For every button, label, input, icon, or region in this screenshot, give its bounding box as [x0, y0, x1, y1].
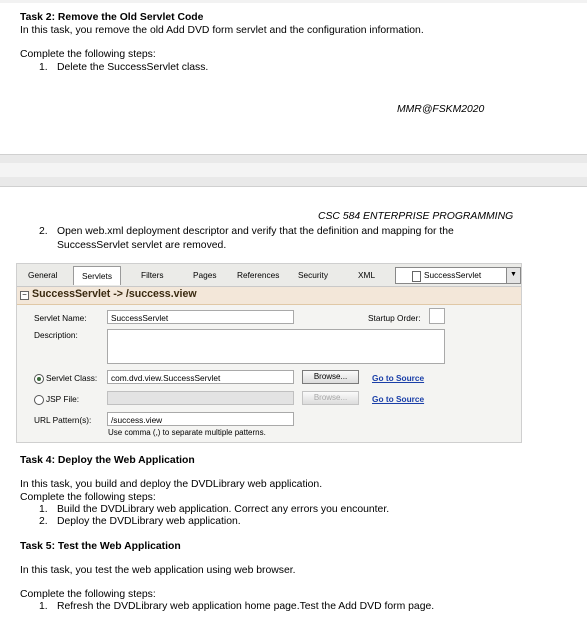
task4-step2-text: Deploy the DVDLibrary web application. [57, 516, 241, 527]
task2-title: Task 2: Remove the Old Servlet Code [20, 12, 204, 23]
servlet-name-field[interactable]: SuccessServlet [107, 310, 294, 324]
web-xml-editor [16, 263, 522, 443]
step1-text: Delete the SuccessServlet class. [57, 62, 209, 73]
tab-filters[interactable]: Filters [141, 270, 164, 280]
startup-order-field[interactable] [429, 308, 445, 324]
section-header[interactable] [17, 287, 521, 305]
step2-text-line2: SuccessServlet servlet are removed. [57, 240, 227, 251]
task4-step1-text: Build the DVDLibrary web application. Correct any errors you encounter. [57, 504, 390, 515]
tab-general[interactable]: General [28, 270, 58, 280]
task2-description: In this task, you remove the old Add DVD form servlet and the configuration information. [20, 25, 424, 36]
servlet-class-radio[interactable] [34, 374, 44, 384]
page-break [0, 154, 587, 187]
url-pattern-field[interactable]: /success.view [107, 412, 294, 426]
description-label: Description: [34, 330, 78, 340]
task5-step1-number: 1. [39, 601, 48, 612]
document-icon [412, 271, 421, 282]
goto-source-link[interactable]: Go to Source [372, 373, 425, 383]
step2-number: 2. [39, 226, 48, 237]
servlet-dropdown-value: SuccessServlet [424, 270, 482, 280]
task4-description: In this task, you build and deploy the DVDLibrary web application. [20, 479, 323, 490]
task4-step2-number: 2. [39, 516, 48, 527]
collapse-icon[interactable]: − [20, 291, 29, 300]
tab-security[interactable]: Security [298, 270, 328, 280]
task4-title: Task 4: Deploy the Web Application [20, 455, 195, 466]
chevron-down-icon[interactable]: ▼ [506, 268, 520, 283]
task5-step1-text: Refresh the DVDLibrary web application home page.Test the Add DVD form page. [57, 601, 435, 612]
page-footer: MMR@FSKM2020 [397, 104, 485, 115]
editor-tab-bar [17, 264, 521, 287]
steps-intro: Complete the following steps: [20, 49, 156, 60]
page-header: CSC 584 ENTERPRISE PROGRAMMING [318, 211, 514, 222]
tab-pages[interactable]: Pages [193, 270, 217, 280]
jsp-file-radio[interactable] [34, 395, 44, 405]
step1-number: 1. [39, 62, 48, 73]
servlet-dropdown[interactable] [395, 267, 521, 284]
url-pattern-hint: Use comma (,) to separate multiple patterns. [108, 428, 266, 437]
jsp-goto-source-link[interactable]: Go to Source [372, 394, 425, 404]
servlet-class-label: Servlet Class: [46, 373, 98, 383]
step2-text-line1: Open web.xml deployment descriptor and verify that the definition and mapping for the [57, 226, 454, 237]
task5-description: In this task, you test the web application using web browser. [20, 565, 296, 576]
url-pattern-label: URL Pattern(s): [34, 415, 92, 425]
startup-order-label: Startup Order: [368, 313, 421, 323]
section-title: SuccessServlet -> /success.view [32, 288, 197, 300]
browse-button[interactable]: Browse... [302, 370, 359, 384]
page-top-edge [0, 0, 587, 3]
jsp-file-label: JSP File: [46, 394, 80, 404]
description-field[interactable] [107, 329, 445, 364]
servlet-name-label: Servlet Name: [34, 313, 87, 323]
jsp-browse-button[interactable]: Browse... [302, 391, 359, 405]
tab-servlets[interactable]: Servlets [73, 266, 121, 285]
task5-title: Task 5: Test the Web Application [20, 541, 181, 552]
jsp-file-field[interactable] [107, 391, 294, 405]
servlet-class-field[interactable]: com.dvd.view.SuccessServlet [107, 370, 294, 384]
task4-steps-intro: Complete the following steps: [20, 492, 156, 503]
task5-steps-intro: Complete the following steps: [20, 589, 156, 600]
tab-references[interactable]: References [237, 270, 280, 280]
tab-xml[interactable]: XML [358, 270, 376, 280]
task4-step1-number: 1. [39, 504, 48, 515]
